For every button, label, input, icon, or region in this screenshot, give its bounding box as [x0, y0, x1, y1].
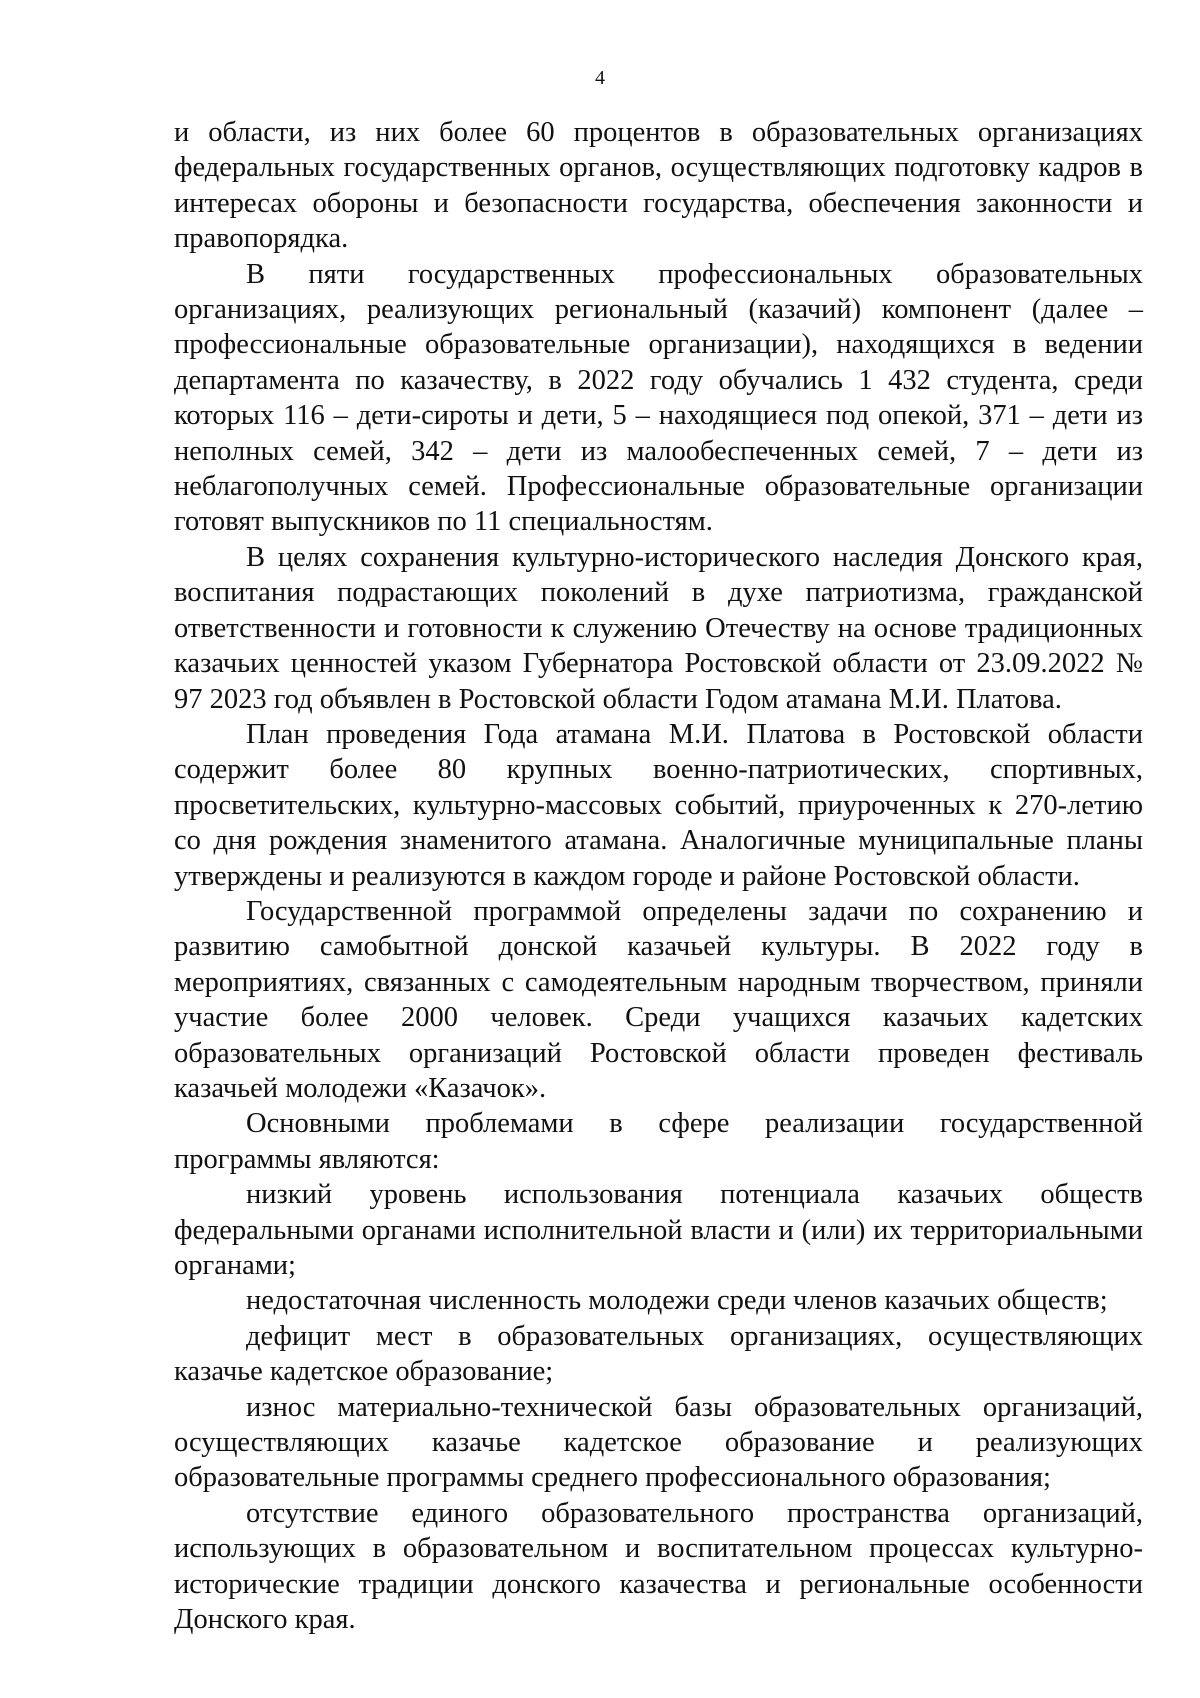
problem-item-low-usage: низкий уровень использования потенциала казачьих обществ федеральными органами исполнительной власти и (или) их территориальными органами; — [174, 1179, 1143, 1281]
problem-item-youth-shortage: недостаточная численность молодежи среди членов казачьих обществ; — [246, 1285, 1108, 1317]
page-number: 4 — [595, 67, 605, 89]
problem-item-no-unified-space: отсутствие единого образовательного пространства организаций, использующих в образовательном и воспитательном процессах культурно-исторические традиции донского казачества и региональные особенности Донского края. — [174, 1497, 1143, 1636]
paragraph-cultural-heritage: В целях сохранения культурно-исторического наследия Донского края, воспитания подрастающих поколений в духе патриотизма, гражданской ответственности и готовности к служению Отечеству на основе традиционных казачьих ценностей указом Губернатора Ростовской области от 23.09.2022 № 97 2023 год объявлен в Ростовской области Годом атамана М.И. Платова. — [174, 541, 1143, 715]
document-body — [174, 115, 1143, 1637]
paragraph-cossack-culture: Государственной программой определены задачи по сохранению и развитию самобытной донской казачьей культуры. В 2022 году в мероприятиях, связанных с самодеятельным народным творчеством, приняли участие более 2000 человек. Среди учащихся казачьих кадетских образовательных организаций Ростовской области проведен фестиваль казачьей молодежи «Казачок». — [174, 895, 1143, 1104]
problem-item-places-deficit: дефицит мест в образовательных организациях, осуществляющих казачье кадетское образование; — [174, 1320, 1143, 1388]
paragraph-main-problems: Основными проблемами в сфере реализации государственной программы являются: — [174, 1108, 1143, 1175]
paragraph-professional-organizations: В пяти государственных профессиональных образовательных организациях, реализующих региональный (казачий) компонент (далее – профессиональные образовательные организации), находящихся в ведении департамента по казачеству, в 2022 году обучались 1 432 студента, среди которых 116 – дети-сироты и дети, 5 – находящиеся под опекой, 371 – дети из неполных семей, 342 – дети из малообеспеченных семей, 7 – дети из неблагополучных семей. Профессиональные образовательные организации готовят выпускников по 11 специальностям. — [174, 258, 1143, 538]
paragraph-continuation: и области, из них более 60 процентов в образовательных организациях федеральных государственных органов, осуществляющих подготовку кадров в интересах обороны и безопасности государства, обеспечения законности и правопорядка. — [174, 117, 1143, 255]
problem-item-facility-wear: износ материально-технической базы образовательных организаций, осуществляющих казачье кадетское образование и реализующих образовательные программы среднего профессионального образования; — [174, 1391, 1143, 1494]
paragraph-platov-year-plan: План проведения Года атамана М.И. Платова в Ростовской области содержит более 80 крупных военно-патриотических, спортивных, просветительских, культурно-массовых событий, приуроченных к 270-летию со дня рождения знаменитого атамана. Аналогичные муниципальные планы утверждены и реализуются в каждом городе и районе Ростовской области. — [174, 718, 1143, 892]
